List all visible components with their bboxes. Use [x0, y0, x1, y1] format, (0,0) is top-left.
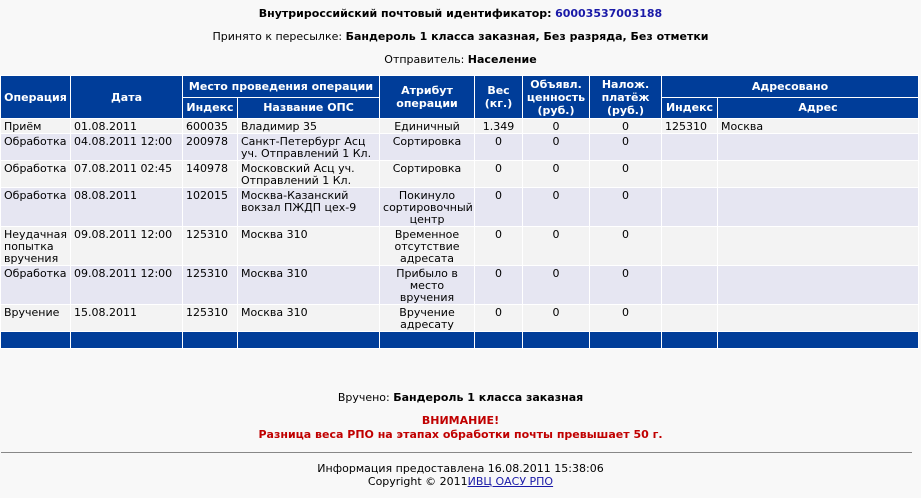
cell-addr-index	[662, 188, 718, 227]
cell-addr-index	[662, 266, 718, 305]
cell-operation: Приём	[1, 119, 71, 134]
delivered-label: Вручено:	[337, 391, 390, 404]
cell-index: 600035	[183, 119, 238, 134]
cell-cod: 0	[590, 188, 662, 227]
cell-operation: Неудачная попытка вручения	[1, 227, 71, 266]
cell-declared: 0	[523, 134, 590, 161]
cell-attribute: Временное отсутствие адресата	[380, 227, 475, 266]
cell-operation: Обработка	[1, 266, 71, 305]
table-row	[1, 188, 919, 227]
cell-weight: 0	[475, 161, 523, 188]
cell-address	[718, 227, 919, 266]
cell-addr-index	[662, 161, 718, 188]
cell-address	[718, 134, 919, 161]
cell-date: 09.08.2011 12:00	[71, 227, 183, 266]
cell-cod: 0	[590, 305, 662, 332]
cell-cod: 0	[590, 266, 662, 305]
table-row	[1, 161, 919, 188]
cell-office: Москва 310	[238, 305, 380, 332]
tracking-title	[0, 7, 921, 20]
header-addr-index: Индекс	[662, 97, 718, 119]
table-footer-bar	[1, 332, 919, 349]
header-operation: Операция	[1, 76, 71, 119]
cell-cod: 0	[590, 161, 662, 188]
header-cod: Налож. платёж (руб.)	[590, 76, 662, 119]
cell-attribute: Покинуло сортировочный центр	[380, 188, 475, 227]
cell-operation: Обработка	[1, 188, 71, 227]
divider	[1, 452, 912, 453]
cell-date: 01.08.2011	[71, 119, 183, 134]
cell-address	[718, 188, 919, 227]
header-declared-value: Объявл. ценность (руб.)	[523, 76, 590, 119]
cell-weight: 0	[475, 227, 523, 266]
cell-cod: 0	[590, 119, 662, 134]
copyright	[0, 475, 921, 488]
cell-office: Санкт-Петербург Асц уч. Отправлений 1 Кл.	[238, 134, 380, 161]
copyright-link[interactable]: ИВЦ ОАСУ РПО	[467, 475, 554, 488]
cell-attribute: Вручение адресату	[380, 305, 475, 332]
cell-operation: Обработка	[1, 134, 71, 161]
cell-date: 04.08.2011 12:00	[71, 134, 183, 161]
cell-weight: 0	[475, 305, 523, 332]
table-row	[1, 227, 919, 266]
cell-weight: 0	[475, 266, 523, 305]
accepted-info	[0, 30, 921, 43]
cell-operation: Обработка	[1, 161, 71, 188]
header-weight: Вес (кг.)	[475, 76, 523, 119]
cell-index: 200978	[183, 134, 238, 161]
cell-date: 07.08.2011 02:45	[71, 161, 183, 188]
sender-value: Население	[467, 53, 537, 66]
cell-office: Москва 310	[238, 227, 380, 266]
cell-index: 125310	[183, 227, 238, 266]
sender-info	[0, 53, 921, 66]
cell-declared: 0	[523, 161, 590, 188]
table-row	[1, 305, 919, 332]
header-addressed-group: Адресовано	[662, 76, 919, 98]
cell-declared: 0	[523, 188, 590, 227]
cell-index: 140978	[183, 161, 238, 188]
cell-address	[718, 266, 919, 305]
cell-declared: 0	[523, 266, 590, 305]
identifier-value: 60003537003188	[555, 7, 663, 20]
warning-text: Разница веса РПО на этапах обработки почты превышает 50 г.	[258, 428, 663, 441]
cell-attribute: Сортировка	[380, 161, 475, 188]
cell-date: 09.08.2011 12:00	[71, 266, 183, 305]
cell-addr-index: 125310	[662, 119, 718, 134]
table-row	[1, 266, 919, 305]
operations-table	[0, 75, 919, 349]
table-row	[1, 119, 919, 134]
identifier-label: Внутрироссийский почтовый идентификатор:	[258, 7, 552, 20]
cell-declared: 0	[523, 305, 590, 332]
header-attribute: Атрибут операции	[380, 76, 475, 119]
cell-attribute: Единичный	[380, 119, 475, 134]
cell-operation: Вручение	[1, 305, 71, 332]
cell-office: Москва-Казанский вокзал ПЖДП цех-9	[238, 188, 380, 227]
cell-attribute: Прибыло в место вручения	[380, 266, 475, 305]
cell-declared: 0	[523, 227, 590, 266]
delivered-info	[0, 391, 921, 404]
warning-title: ВНИМАНИЕ!	[421, 414, 500, 427]
header-date: Дата	[71, 76, 183, 119]
cell-cod: 0	[590, 134, 662, 161]
cell-index: 102015	[183, 188, 238, 227]
cell-office: Московский Асц уч. Отправлений 1 Кл.	[238, 161, 380, 188]
header-index: Индекс	[183, 97, 238, 119]
cell-cod: 0	[590, 227, 662, 266]
cell-declared: 0	[523, 119, 590, 134]
accepted-label: Принято к пересылке:	[212, 30, 343, 43]
header-office-name: Название ОПС	[238, 97, 380, 119]
cell-attribute: Сортировка	[380, 134, 475, 161]
copyright-text: Copyright © 2011	[367, 475, 468, 488]
cell-address	[718, 305, 919, 332]
cell-date: 15.08.2011	[71, 305, 183, 332]
cell-addr-index	[662, 305, 718, 332]
cell-addr-index	[662, 134, 718, 161]
cell-weight: 1.349	[475, 119, 523, 134]
table-row	[1, 134, 919, 161]
delivered-value: Бандероль 1 класса заказная	[393, 391, 584, 404]
sender-label: Отправитель:	[384, 53, 465, 66]
operations-body	[1, 119, 919, 349]
cell-date: 08.08.2011	[71, 188, 183, 227]
cell-weight: 0	[475, 134, 523, 161]
cell-addr-index	[662, 227, 718, 266]
cell-index: 125310	[183, 266, 238, 305]
cell-office: Владимир 35	[238, 119, 380, 134]
cell-address: Москва	[718, 119, 919, 134]
info-timestamp: Информация предоставлена 16.08.2011 15:38:06	[317, 462, 604, 475]
header-address: Адрес	[718, 97, 919, 119]
header-place-group: Место проведения операции	[183, 76, 380, 98]
cell-index: 125310	[183, 305, 238, 332]
cell-weight: 0	[475, 188, 523, 227]
cell-office: Москва 310	[238, 266, 380, 305]
accepted-value: Бандероль 1 класса заказная, Без разряда, Без отметки	[345, 30, 709, 43]
cell-address	[718, 161, 919, 188]
